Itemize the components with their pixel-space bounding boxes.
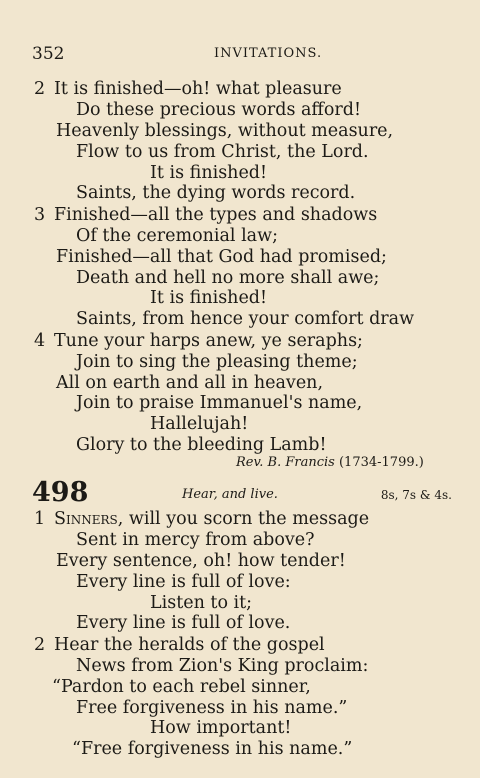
verse-line: Sent in mercy from above? [76, 530, 315, 551]
first-word: Sinners, [54, 509, 124, 530]
verse-number: 3 [34, 205, 46, 226]
verse-line: 1 Sinners, will you scorn the message [34, 509, 370, 530]
verse-line: All on earth and all in heaven, [56, 372, 324, 393]
verse-line: How important! [150, 718, 292, 739]
verse-line: Finished—all that God had promised; [56, 246, 387, 267]
verse-line: Free forgiveness in his name.” [76, 697, 348, 718]
verse-line: 4 Tune your harps anew, ye seraphs; [34, 330, 363, 351]
verse-line: Flow to us from Christ, the Lord. [76, 141, 369, 162]
hymn-title: Hear, and live. [182, 486, 278, 502]
hymn-heading [32, 477, 452, 507]
verse-line: Saints, from hence your comfort draw [76, 309, 415, 330]
verse-line: Glory to the bleeding Lamb! [76, 435, 327, 456]
verse-line: 3 Finished—all the types and shadows [34, 205, 378, 226]
attribution [236, 455, 424, 470]
verse-line: It is finished! [150, 288, 268, 309]
verse-number: 2 [34, 635, 46, 656]
author-dates: (1734-1799.) [338, 454, 424, 470]
verse-line: Of the ceremonial law; [76, 226, 278, 246]
hymn-meter: 8s, 7s & 4s. [380, 487, 452, 502]
verse-number: 4 [34, 330, 46, 351]
verse-line: Join to praise Immanuel's name, [76, 393, 363, 414]
author-name: Rev. B. Francis [236, 454, 335, 470]
verse-line: Heavenly blessings, without measure, [56, 121, 394, 142]
verse-line: Hallelujah! [150, 414, 249, 435]
page-number: 352 [32, 44, 65, 64]
verse-number: 1 [34, 509, 46, 530]
hymn-number: 498 [32, 476, 89, 508]
verse-line: Do these precious words afford! [76, 100, 361, 121]
verse-line: Saints, the dying words record. [76, 183, 356, 204]
verse-line: 2 Hear the heralds of the gospel [34, 635, 325, 656]
verse-line: Death and hell no more shall awe; [76, 267, 380, 288]
verse-line: News from Zion's King proclaim: [76, 655, 369, 676]
verse-line: 2 It is finished—oh! what pleasure [34, 79, 342, 100]
running-head: INVITATIONS. [214, 46, 323, 61]
verse-line: It is finished! [150, 162, 268, 183]
page-header [32, 44, 440, 64]
verse-line: Listen to it; [150, 592, 253, 613]
verse-line: “Free forgiveness in his name.” [72, 739, 353, 760]
verse-line: Every sentence, oh! how tender! [56, 550, 346, 571]
verse-number: 2 [34, 79, 46, 100]
verse-line: Join to sing the pleasing theme; [76, 351, 358, 372]
verse-line: Every line is full of love. [76, 613, 291, 634]
verse-line: “Pardon to each rebel sinner, [52, 676, 311, 697]
verse-line: Every line is full of love: [76, 571, 291, 592]
